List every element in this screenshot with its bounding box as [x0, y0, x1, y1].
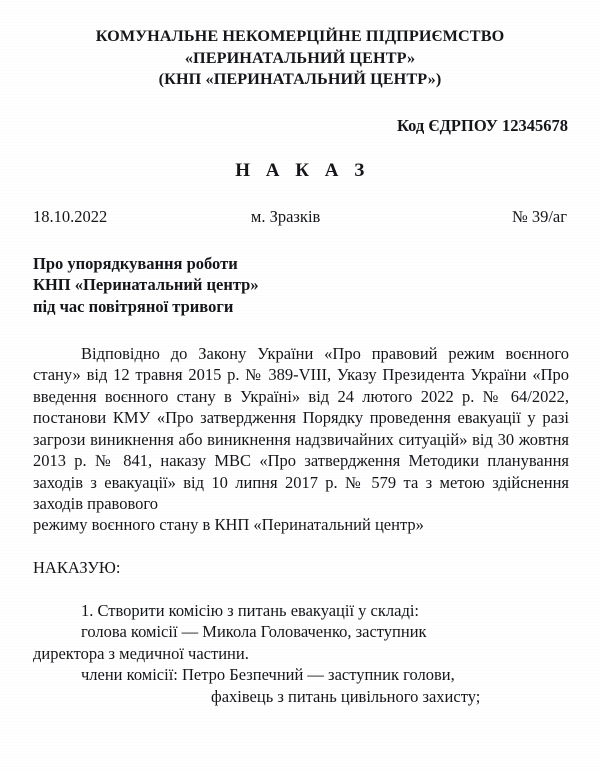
- commission-members-lead: члени комісії: Петро Безпечний — заступник голови,: [81, 665, 455, 685]
- clauses-list: [30, 600, 570, 707]
- preamble-body: Відповідно до Закону України «Про правовий режим воєнного стану» від 12 травня 2015 р. № 389-VIII, Указу Президента України «Про введення воєнного стану в Україні» від 24 лютого 2022 р. № 64/2022, постанови КМУ «Про затвердження Порядку проведення евакуації у разі загрози виникнення або виникнення надзвичайних ситуацій» від 30 жовтня 2013 р. № 841, наказу МВС «Про затвердження Методики планування заходів з евакуації» від 10 липня 2017 р. № 579 та з метою здійснення заходів правового: [33, 343, 569, 514]
- commission-members: [33, 664, 569, 707]
- organisation-header: [30, 26, 570, 91]
- document-date: 18.10.2022: [33, 206, 108, 226]
- document-kind-title: Н А К А З: [235, 159, 370, 181]
- clause-1: 1. Створити комісію з питань евакуації у складі:: [81, 600, 420, 620]
- commission-members-continuation: фахівець з питань цивільного захисту;: [211, 686, 481, 706]
- commission-chair: [33, 621, 569, 664]
- commission-chair-lead: голова комісії — Микола Головаченко, заступник: [81, 622, 427, 642]
- document-meta-row: [30, 207, 570, 227]
- preamble: [30, 343, 570, 536]
- subject-line-3: під час повітряної тривоги: [33, 296, 234, 316]
- document-place: м. Зразків: [250, 206, 321, 226]
- organisation-header-line-1: КОМУНАЛЬНЕ НЕКОМЕРЦІЙНЕ ПІДПРИЄМСТВО: [95, 27, 505, 45]
- subject-line-1: Про упорядкування роботи: [33, 253, 238, 273]
- document-number: № 39/аг: [511, 206, 567, 226]
- order-verb: НАКАЗУЮ:: [33, 557, 121, 577]
- subject-line-2: КНП «Перинатальний центр»: [33, 275, 259, 295]
- document-subject: [30, 253, 570, 317]
- preamble-last-line: режиму воєнного стану в КНП «Перинатальний центр»: [33, 515, 424, 535]
- preamble-paragraph: [33, 343, 569, 536]
- organisation-header-line-3: (КНП «ПЕРИНАТАЛЬНИЙ ЦЕНТР»): [158, 70, 442, 89]
- organisation-header-line-2: «ПЕРИНАТАЛЬНИЙ ЦЕНТР»: [184, 48, 416, 67]
- edrpou-code: Код ЄДРПОУ 12345678: [397, 115, 568, 135]
- commission-chair-continuation: директора з медичної частини.: [33, 643, 249, 663]
